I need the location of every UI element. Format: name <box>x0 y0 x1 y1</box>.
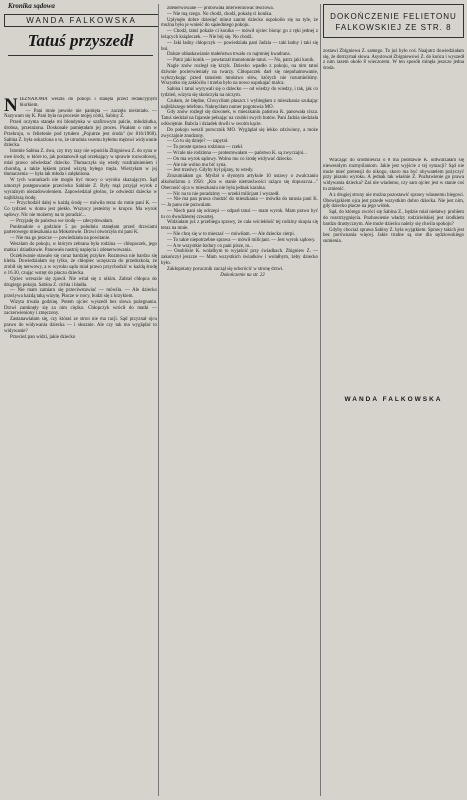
article-paragraph: — Patrz jaki konik — powtarzał monotonnie tatuś. — No, patrz jaki konik. <box>167 58 315 64</box>
article-paragraph: — Nie ma go jeszcze — powiedziała na powitanie. <box>10 236 111 242</box>
article-paragraph: — Osobiście K. wolałbym to wyjaśnić przy świadkach. Zbigniew Z. — zakończył jeszcze — Mam wszystkich świadków i wolałbym, żeby dziecko było. <box>161 249 318 267</box>
continuation-paragraph: zostawi Zbigniewa Z. samego. To już było coś. Naajutrz dowiedziałam się, że dotrzymał słowa. Asystował Zbigniewowi Z. do końca i wyszedł z nim razem około 8 wieczorem. W ten sposób minęła jeszcze jedna środa. <box>323 48 464 72</box>
article-paragraph: Sąd, do którego zwróci się Sabina Z., będzie miał niełatwy problem do rozstrzygnięcia. Pozbawienie władzy rodzicielskiej jest środkiem bardzo drastycznym. Ale może dziecku należy się chwila spokoju? <box>323 210 464 227</box>
article-paragraph: Widziałam już z przebiegu sprawy, że cała wściekłość tej rodziny skupia się teraz na mnie. <box>161 220 318 232</box>
article-paragraph: A z drugiej strony nie można pozostawić sprawy własnemu biegowi. Obowiązkiem ojca jest przede wszystkim dobro dziecka. Nie jest nim, gdy dziecko płacze na jego widok. <box>323 192 464 210</box>
article-paragraph: Zakłopotany porucznik zaczął się odwrócić w stronę drzwi. <box>167 266 284 272</box>
article-paragraph: — Nie mam zamiaru się przeciwstawiać — mówiła. — Ale dziecko przeżywa każdą taką wizytę. Płacze w nocy, budzi się z krzykiem. <box>4 288 157 300</box>
column-divider <box>320 4 321 796</box>
article-paragraph: — Przychodził dalej w każdą środę — mówiła teraz do mnie pani K. — Co tydzień w domu jest piekło. Wszyscy jesteśmy w kropce. Ma wyrok sądowy. Nic nie możemy na to poradzić... <box>4 201 157 218</box>
article-paragraph: — Co tu się dzieje? — zapytał. <box>167 139 229 145</box>
article-paragraph: NIEZNAJOMA weszła do pokoju i stanęła przed redakcyjnym biurkiem. <box>4 97 157 116</box>
article-column-2 <box>161 6 318 797</box>
article-paragraph: Czułam, że błędne, Chwyciłam płaszcz i wybiegłam z mieszkania szukając najbliższego telefonu. Nakręciłam numer pogotowia MO. <box>161 98 318 110</box>
article-paragraph: Sabina i tatuś wyrywali się o dziecko — od wiedzy do wiedzy, i tak, jak co tydzień, wizyta się skończyła na niczym. <box>161 87 318 98</box>
article-paragraph: zdenerwowane — próbowała interweniować teściowa. <box>167 6 274 11</box>
article-paragraph: Gdyby chociaż sprawa Sabiny Z. była wyjątkiem. Sprawy takich jest bez porównania więcej. Jakie trudne są one dla sędziowskiego sumienia. <box>323 227 464 245</box>
article-paragraph: Wizyta trwała godzinę. Potem ojciec wyszedł bez słowa pożegnania. Drzwi zamknęły się za nim ciężko. Chłopczyk wrócił do matki — zaczerwieniony i zmęczony. <box>4 299 157 317</box>
article-paragraph: Do pokoju weszli porucznik MO. Wyglądał się lekko zdziwiony, a może zwyczajnie znudzony. <box>161 127 318 139</box>
article-paragraph: — Nie chcę się w to mieszać — mówiłam. — Ale dziecko cierpi. <box>167 232 295 238</box>
column-divider <box>158 4 159 796</box>
article-paragraph: — Nie ma pan prawa chodzić do mieszkania — mówiła do tatusia pani K. — Ja panu nie pozwalam. <box>161 197 318 209</box>
article-paragraph: — Jest trzeźwy. Gdyby był pijany, to wtedy. <box>167 168 254 174</box>
title-rule <box>8 55 153 56</box>
article-column-3 <box>323 158 464 394</box>
article-paragraph: — A te wszystkie bzdury co pani pisze, to... <box>167 243 253 249</box>
article-column-1 <box>4 97 157 797</box>
continuation-text <box>323 44 464 154</box>
article-paragraph: — Nic na to nie poradzimy — orzekł milicjant i wyszedł. <box>167 191 280 197</box>
continuation-box <box>323 4 464 38</box>
author-byline: WANDA FALKOWSKA <box>4 14 159 27</box>
article-paragraph: — Chodź, tatuś pokaże ci konika — mówił ojciec biorąc go z ręki jednej z leżących książeczek. — Nie bój się. No chodź. <box>161 29 318 40</box>
article-paragraph: — To proste sprawa rodzinna — rzekł. <box>167 145 244 151</box>
article-paragraph: — Niech pani się odczepi — odparł tatuś — mam wyrok. Mam prawo być tu co dwudziestej czwartej. <box>161 208 318 220</box>
article-paragraph: Zastanawiałam się, czy któraś ze stron nie ma racji. Sąd przyznał ojcu prawo do widywania dziecka — i słusznie. Ale czy tak ma wyglądać to widywanie? <box>4 317 157 334</box>
article-paragraph: Dokończenie na str. 22 <box>220 272 265 278</box>
article-paragraph: Ojciec wreszcie się zjawił. Nie witał się z nikim. Zabrał chłopca do drugiego pokoju. Sabina Z. cichła i bladła. <box>4 276 157 288</box>
article-paragraph: Nagle znów rozległ się krzyk. Dziecko wpadło z pokoju, na nim tatuś dziwnie pocierwieniały na twarzy. Chłopaczek darł się niepohamowanie, wykrzykując przed tatusiem mnóstwo słów, których nie rozumieliśmy. Wszystko się zakłóciło i trzeba było na nowo uspokajać malca. <box>161 63 318 87</box>
article-paragraph: Gdy znów rozległ się dzwonek, w mieszkaniu państwa K. panowała cisza. Tatuś siedział na fajansie pełzając na czubki swych butów. Pani Jadzia siedziała odświętnie. Babcia i dziadek tkwili w swoim kącie. <box>161 110 318 127</box>
article-paragraph: — Nie mą czego. No chodź, chodź, pokażę ci konika. <box>167 11 273 17</box>
continuation-line-2: FALKOWSKIEJ ZE STR. 8 <box>335 23 452 32</box>
article-paragraph: Oczekiwanie stawało się coraz bardziej przykre. Rozmowa nie bardzo się kleiła. Dowiedziałam się tylko, że chłopiec uczęszcza do przedszkola, że zrobił się nerwowy, a w wyroku sądu miał prawo przychodzić w każdą środę o 16.30, czując wstręt do płaczu dziecka. <box>4 253 157 276</box>
article-paragraph: Przecież pan widzi, jakie dziecko <box>10 334 76 340</box>
continuation-line-1: DOKOŃCZENIE FELIETONU <box>330 12 457 21</box>
article-title: Tatuś przyszedł <box>27 31 134 50</box>
article-paragraph: — To takie niepotrzebne sprawa — mówił milicjant. — Jest wyrok sądowy. <box>167 237 316 243</box>
article-paragraph: Weszłam do pokoju, w którym zebrana była rodzina — chłopaczek, jego matka i dziadkowie. Panowało nastrój napięcia i zdenerwowania. <box>4 241 157 253</box>
article-paragraph: Punktualnie o godzinie 5 po południu stanęłam przed drzwiami parterowego mieszkania na Mokotowie. Drzwi otworzyła mi pani K. <box>4 224 157 236</box>
author-signature: WANDA FALKOWSKA <box>344 396 443 403</box>
article-paragraph: W tych warunkach nie mogło być mowy o wyroku skazującym. Sąd umorzył postępowanie przeciwko Sabinie Z. Były mąż przyjął wyrok z wyraźnym niezadowoleniem. Zapowiedział głośno, że odwiedzi dziecko w najbliższą środę. <box>4 178 157 201</box>
article-paragraph: Zrozumiałam go. Myślał o słynnym artykule 10 ustawy o zwalczaniu alkoholizmu z 1956: „Kto w stanie nietrzeźwości rażąco się dopuszcza..." Obecność ojca w mieszkaniu nie była jednak karalna. <box>161 174 318 191</box>
article-paragraph: Dalsze obłaskawianie małeństwa trwało co najmniej kwadrans. <box>167 52 291 58</box>
article-paragraph: Wracając do śródmieścia o 8 ma podstawie K. odtwarzałam się niewesołym rozmyślaniom. Jakie jest wyjście z tej sytuacji? Sąd nie może mieć pretensji do nikogo, skoro ma być obywatelem pożyczyć przy pisaniu wyroku. A jednak tak właśnie Z. Pozbawienie go prawa widywania dziecka? Zaś nie wiadomo, czy sam ojciec jest w stanie coś tu zmienić. <box>323 158 464 192</box>
article-paragraph: — Jaki ładny chłopczyk — powiedziała pani Jadzia — taki ładny i taki się boi. <box>161 40 318 52</box>
article-paragraph: Istotnie Sabina Z. dwa, czy trzy razy nie wpuściła Zbigniewa Z. do syna w owe środy, w które to, jak postanowił sąd orzekający w sprawie rozwodowej, miał prawo odwiedzać dziecko. Tłumaczyła się wtedy rozdrażnieniem i chorobą, a także lękiem przed wizytą byłego męża. Wierzyłam w jej tłumaczenia — była tak młoda i zalękniona. <box>4 149 157 178</box>
section-kicker: Kronika sądowa <box>8 2 55 10</box>
drop-cap: N <box>4 97 18 116</box>
article-paragraph: — Wcale nie rodzinna — protestowałam — państwo K. są zwyczajni... <box>167 150 307 156</box>
article-paragraph: — On ma wyrok sądowy. Wolno mu co środę widywać dziecko. <box>167 156 293 162</box>
article-paragraph: Przed oczyma stanęła mi blondynka w szafirowym palcie, młodziutka, drobna, przerażona. Doskonale pamiętałam jej proces. Pisałam o nim w Przekroju, w felietonie pod tytułem „Pojutrze jest środa" (nr 816/1960). Sabina Z. była oskarżona o to, że utrudnia swemu byłemu mężowi widywanie dziecka. <box>4 120 157 149</box>
article-paragraph: — Pani mnie pewnie nie pamięta — zaczęła nieśmiało. — Nazywam się K. Pani była na procesie mojej córki, Sabiny Z. <box>4 108 157 120</box>
article-paragraph: Upłynęło dobre dziesięć minut zanim dziecko uspokoiło się na tyle, że można było je wnieść do sąsiedniego pokoju. <box>161 17 318 29</box>
article-paragraph: — Przyjadę do państwa we środę — zdecydowałam. <box>10 218 114 224</box>
article-paragraph: — Ale nie wolno mu bić syna. <box>167 162 227 168</box>
